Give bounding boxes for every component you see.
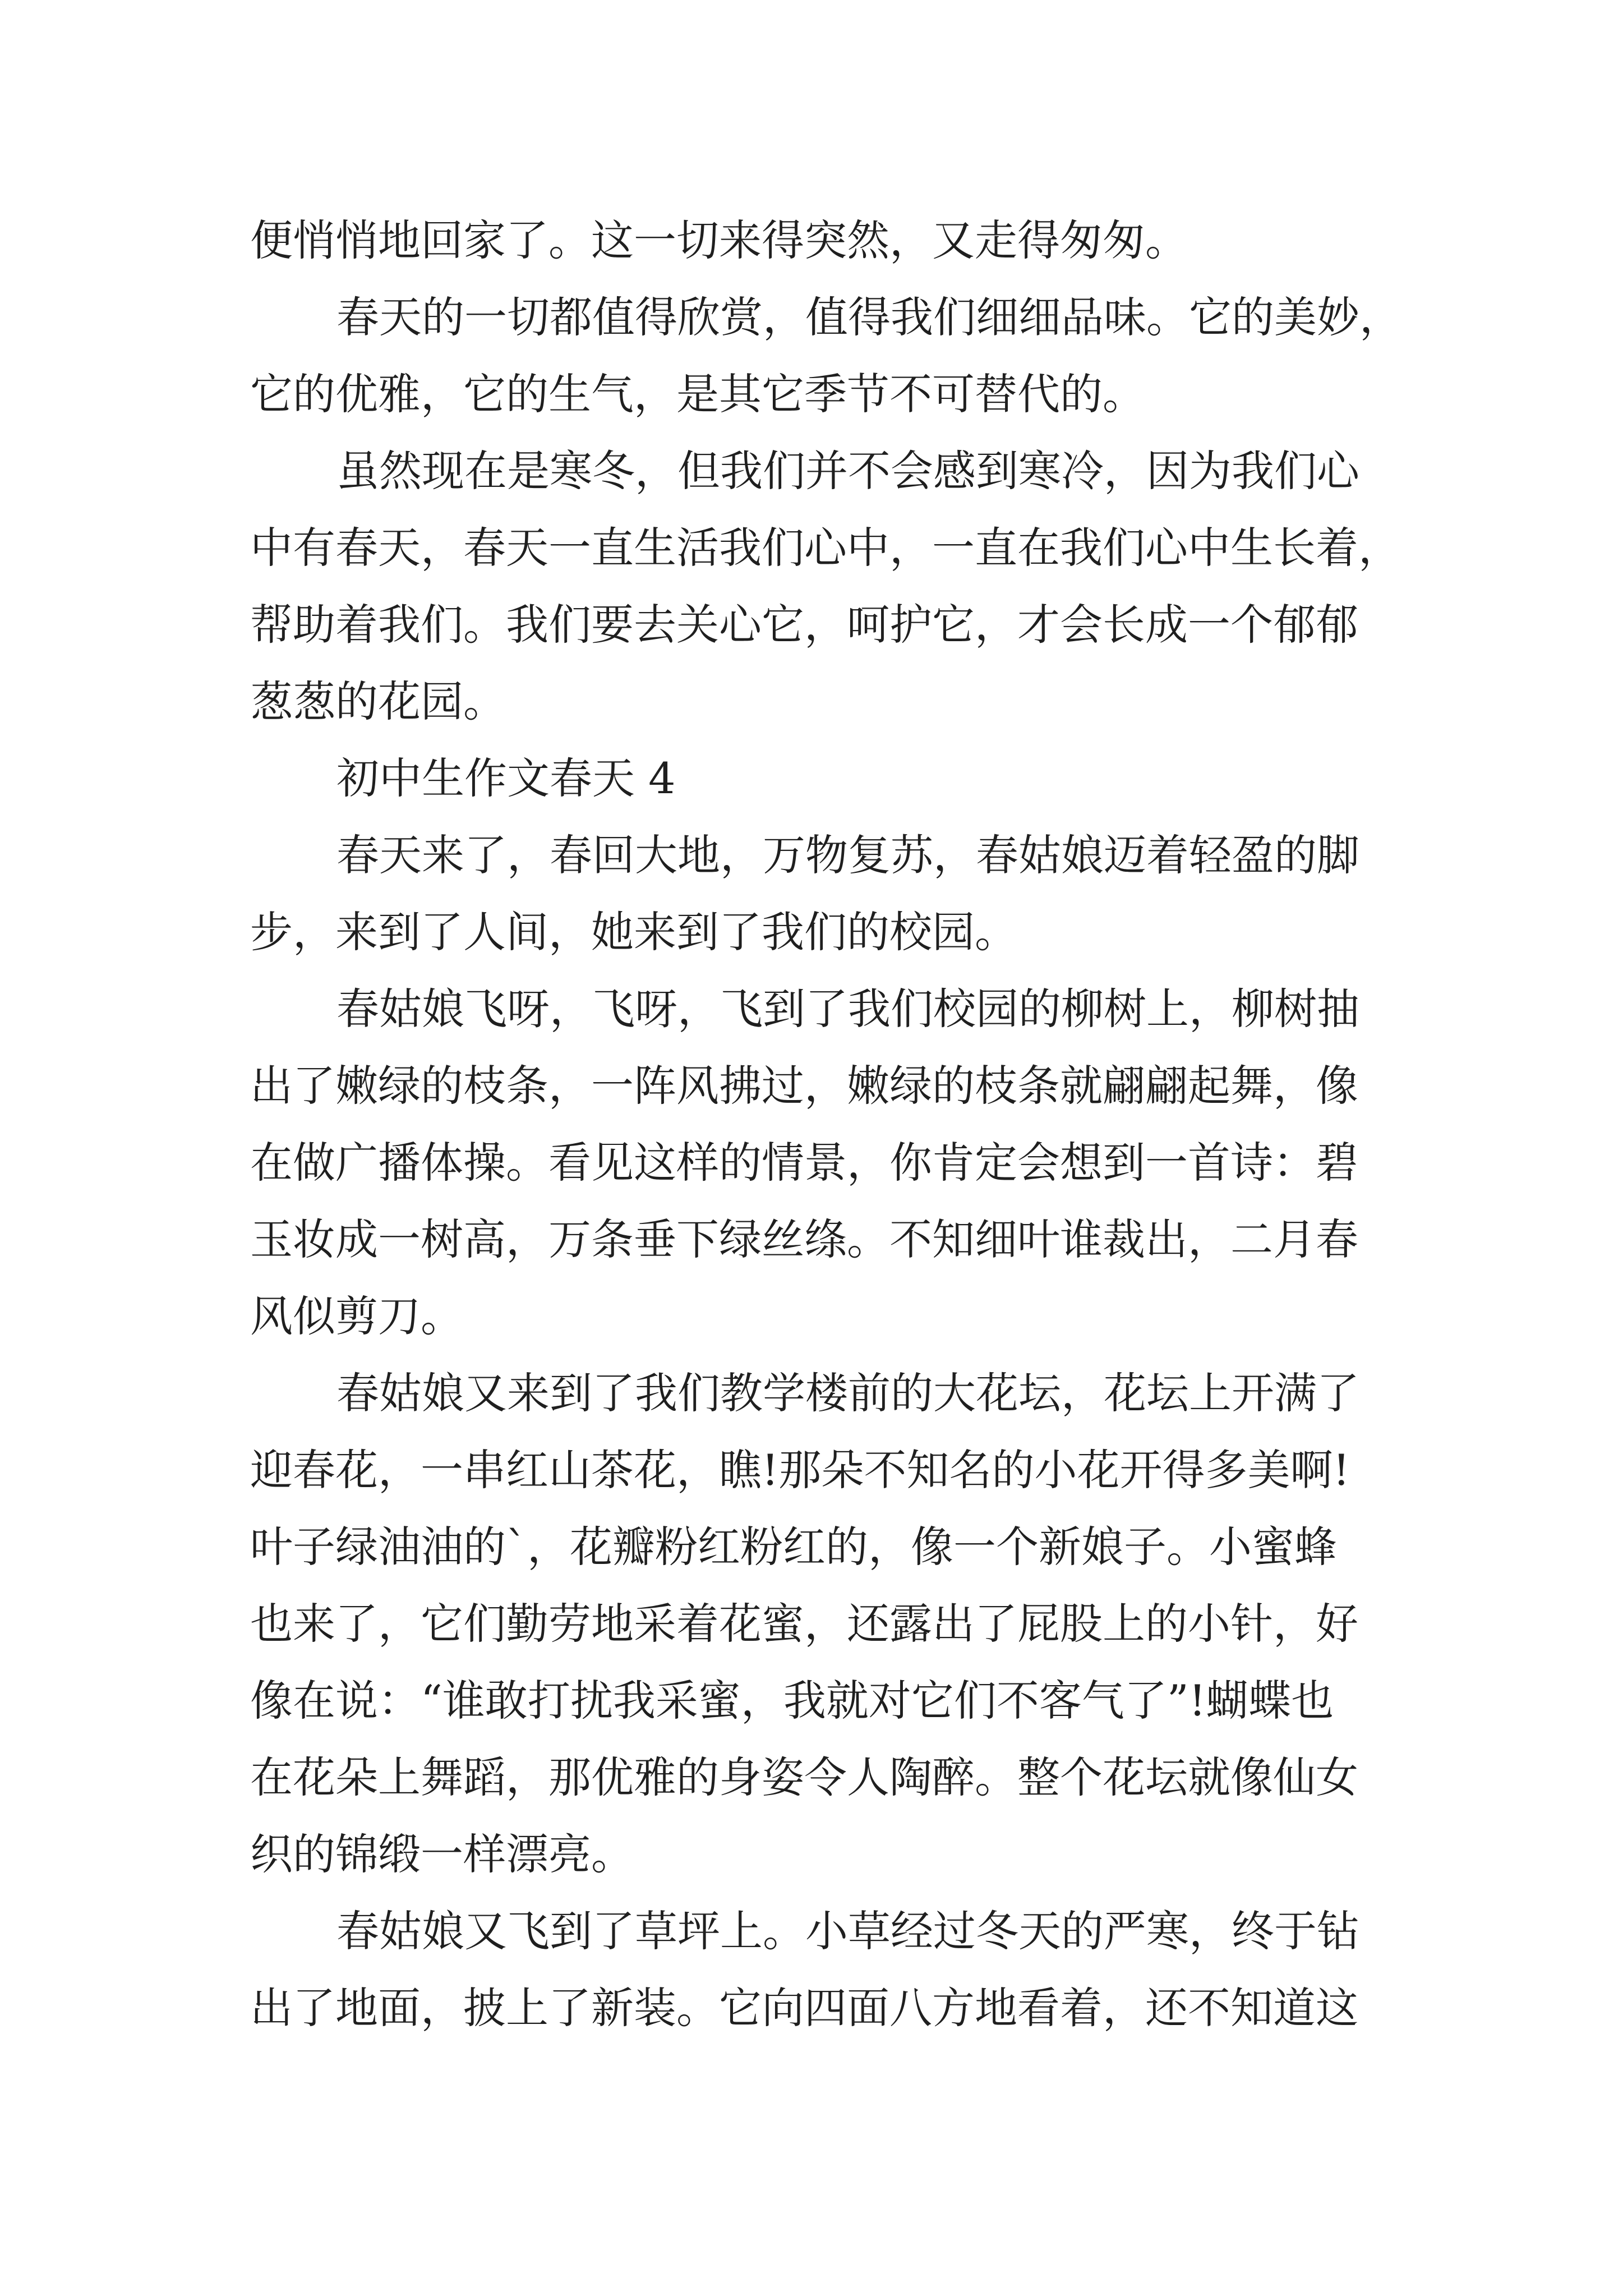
text-line: 春姑娘飞呀，飞呀，飞到了我们校园的柳树上，柳树抽 bbox=[336, 984, 1359, 1034]
text-line: 春姑娘又来到了我们教学楼前的大花坛，花坛上开满了 bbox=[336, 1368, 1359, 1418]
text-line: 玉妆成一树高，万条垂下绿丝绦。不知细叶谁裁出，二月春 bbox=[250, 1214, 1358, 1264]
text-line: 春天来了，春回大地，万物复苏，春姑娘迈着轻盈的脚 bbox=[336, 830, 1359, 880]
text-line: 在做广播体操。看见这样的情景，你肯定会想到一首诗：碧 bbox=[250, 1138, 1358, 1188]
text-line: 出了地面，披上了新装。它向四面八方地看着，还不知道这 bbox=[250, 1983, 1358, 2033]
text-line: 步，来到了人间，她来到了我们的校园。 bbox=[250, 907, 1017, 957]
text-line: 它的优雅，它的生气，是其它季节不可替代的。 bbox=[250, 369, 1145, 419]
text-line: 虽然现在是寒冬，但我们并不会感到寒冷，因为我们心 bbox=[336, 446, 1359, 496]
text-line: 中有春天，春天一直生活我们心中，一直在我们心中生长着， bbox=[250, 523, 1401, 573]
text-line: 叶子绿油油的`，花瓣粉红粉红的，像一个新娘子。小蜜蜂 bbox=[250, 1522, 1337, 1572]
text-line: 像在说：“谁敢打扰我采蜜，我就对它们不客气了”!蝴蝶也 bbox=[250, 1676, 1334, 1726]
text-line: 迎春花，一串红山茶花，瞧!那朵不知名的小花开得多美啊! bbox=[250, 1445, 1350, 1495]
text-line: 葱葱的花园。 bbox=[250, 677, 506, 726]
text-line: 风似剪刀。 bbox=[250, 1291, 463, 1341]
text-line: 帮助着我们。我们要去关心它，呵护它，才会长成一个郁郁 bbox=[250, 600, 1358, 650]
text-line: 也来了，它们勤劳地采着花蜜，还露出了屁股上的小针，好 bbox=[250, 1599, 1358, 1649]
text-line: 便悄悄地回家了。这一切来得突然，又走得匆匆。 bbox=[250, 215, 1188, 265]
text-line: 春姑娘又飞到了草坪上。小草经过冬天的严寒，终于钻 bbox=[336, 1906, 1359, 1956]
body-text bbox=[250, 202, 1402, 2046]
text-line: 织的锦缎一样漂亮。 bbox=[250, 1829, 634, 1879]
section-heading: 初中生作文春天 4 bbox=[336, 753, 676, 803]
text-line: 在花朵上舞蹈，那优雅的身姿令人陶醉。整个花坛就像仙女 bbox=[250, 1752, 1358, 1802]
text-line: 春天的一切都值得欣赏，值得我们细细品味。它的美妙， bbox=[336, 292, 1402, 342]
text-line: 出了嫩绿的枝条，一阵风拂过，嫩绿的枝条就翩翩起舞，像 bbox=[250, 1061, 1358, 1111]
